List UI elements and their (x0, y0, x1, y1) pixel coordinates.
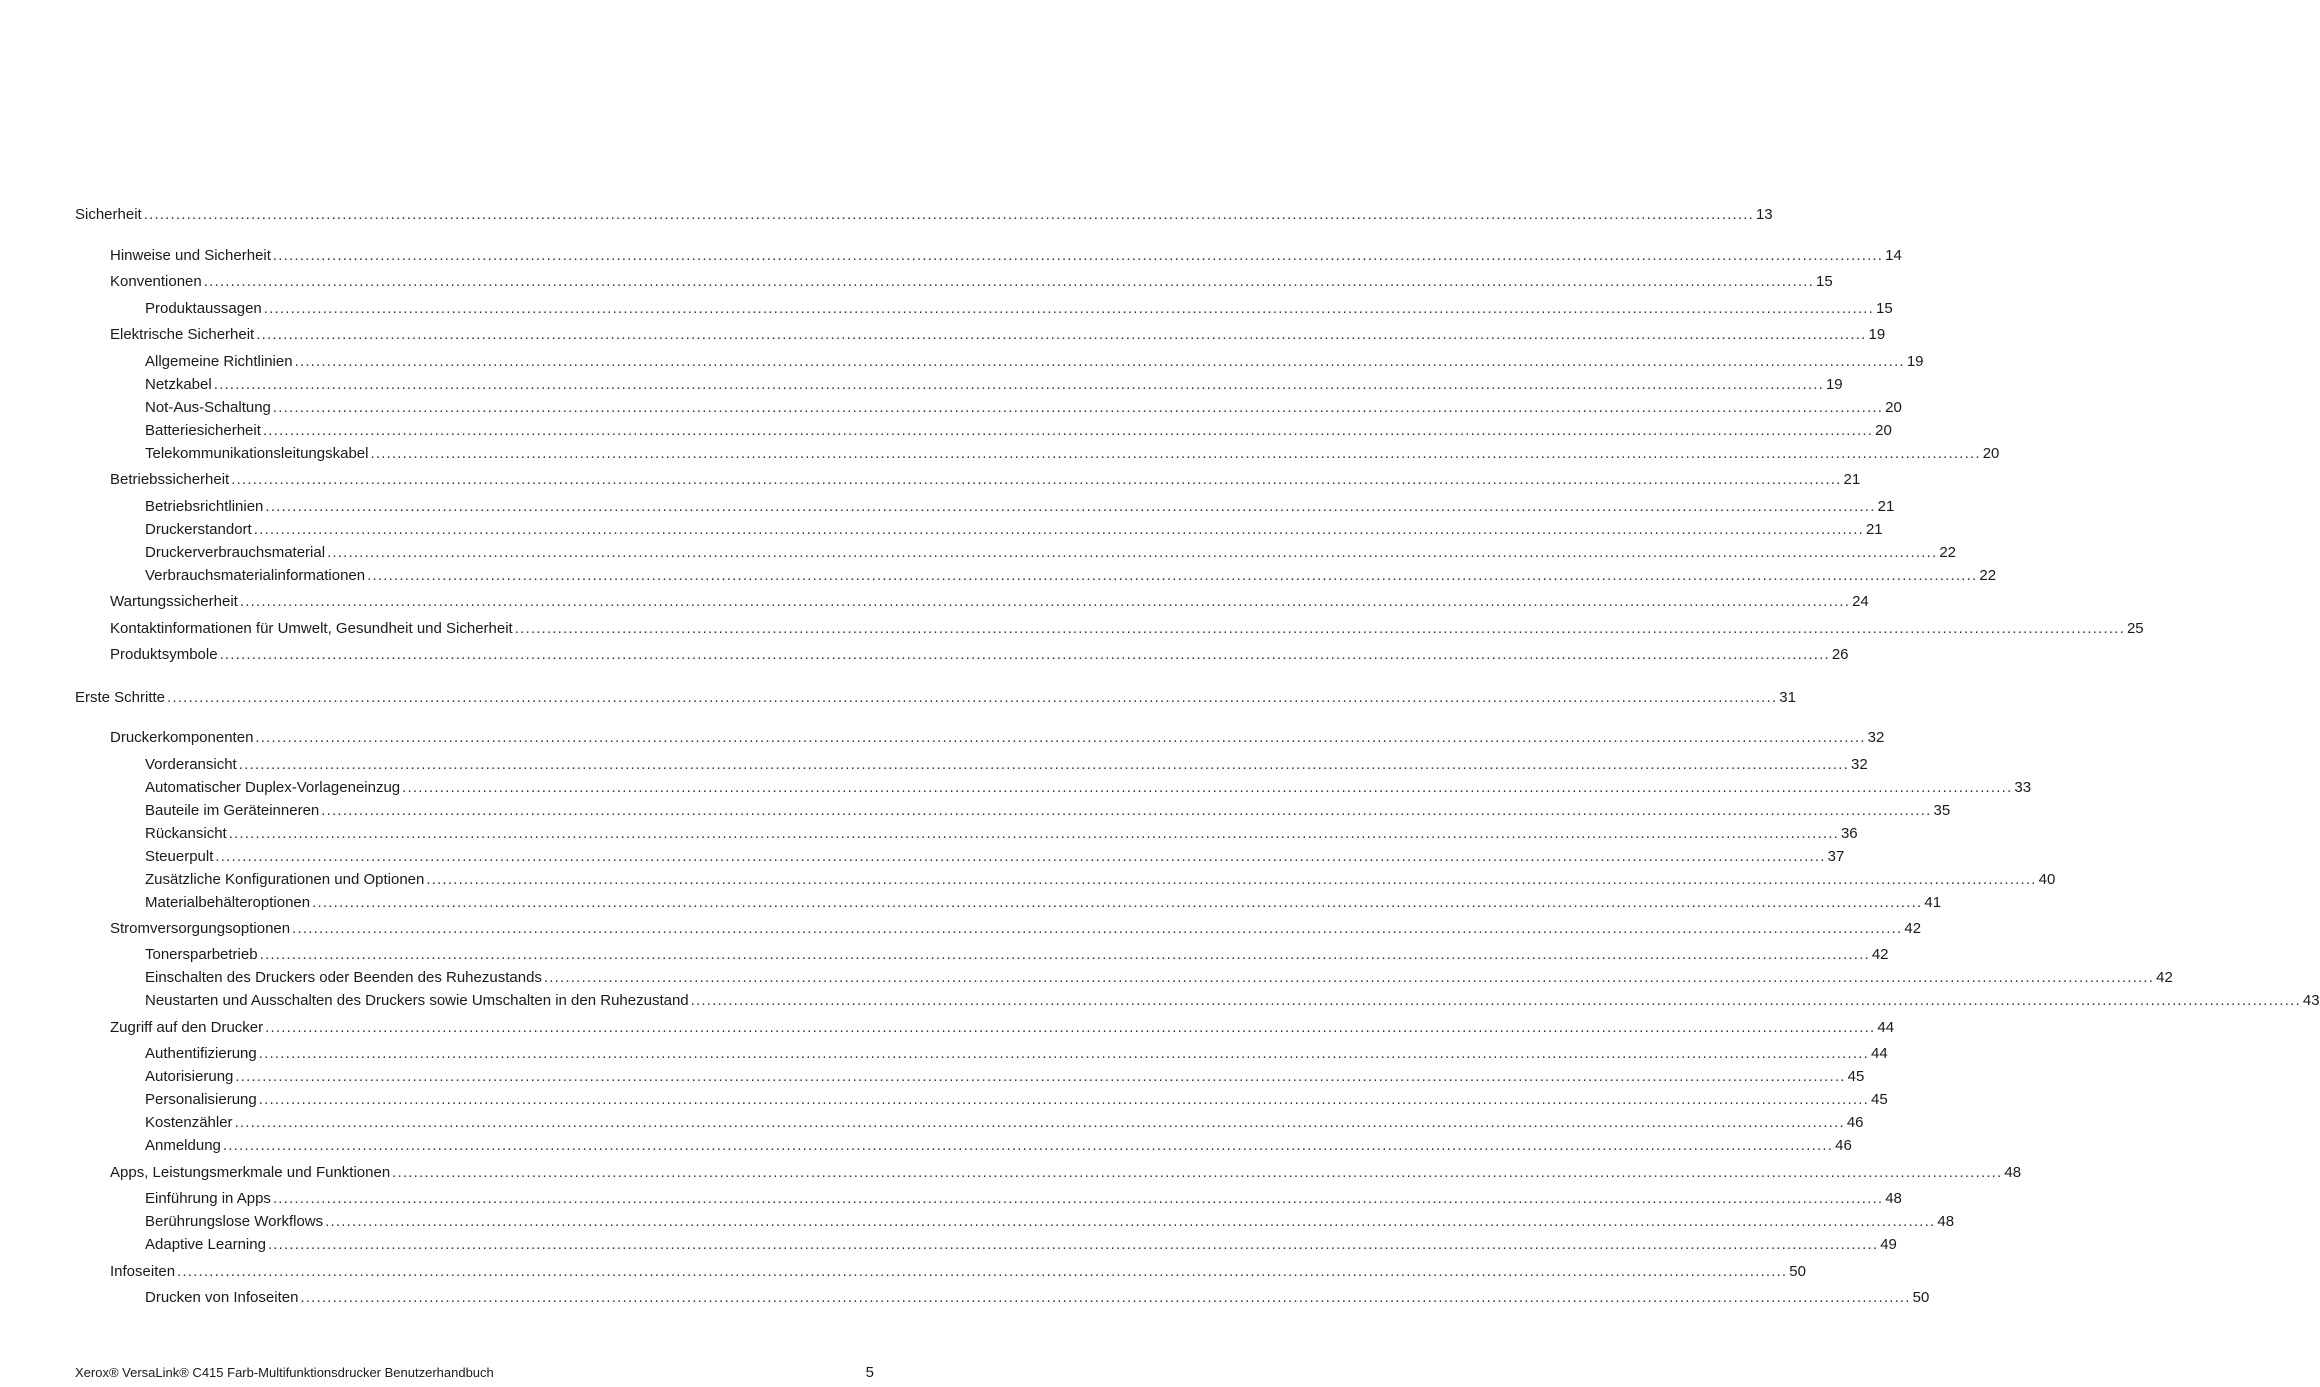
toc-entry-page: 22 (1939, 544, 1956, 561)
toc-entry-title: Wartungssicherheit (110, 593, 238, 610)
toc-entry-title: Allgemeine Richtlinien (145, 353, 293, 370)
toc-entry-title: Steuerpult (145, 848, 214, 865)
toc-entry[interactable] (145, 375, 1843, 395)
toc-entry[interactable] (110, 325, 1886, 345)
toc-entry-title: Zusätzliche Konfigurationen und Optionen (145, 871, 425, 888)
toc-dot-leader: ............................................................................................................................................................................................................................................................................................................ (256, 326, 1867, 343)
toc-dot-leader: ............................................................................................................................................................................................................................................................................................................ (215, 848, 1826, 865)
toc-entry-title: Produktsymbole (110, 646, 218, 663)
toc-entry-title: Autorisierung (145, 1068, 234, 1085)
toc-entry[interactable] (110, 592, 1869, 612)
toc-entry[interactable] (145, 421, 1892, 441)
toc-dot-leader: ............................................................................................................................................................................................................................................................................................................ (690, 992, 2301, 1009)
toc-entry[interactable] (145, 1235, 1897, 1255)
toc-dot-leader: ............................................................................................................................................................................................................................................................................................................ (177, 1263, 1788, 1280)
toc-dot-leader: ............................................................................................................................................................................................................................................................................................................ (259, 946, 1870, 963)
toc-dot-leader: ............................................................................................................................................................................................................................................................................................................ (272, 247, 1884, 264)
toc-entry-title: Verbrauchsmaterialinformationen (145, 567, 366, 584)
toc-entry[interactable] (145, 1136, 1852, 1156)
toc-dot-leader: ............................................................................................................................................................................................................................................................................................................ (203, 273, 1814, 290)
toc-entry-page: 31 (1779, 689, 1796, 706)
toc-entry[interactable] (110, 645, 1849, 665)
toc-dot-leader: ............................................................................................................................................................................................................................................................................................................ (514, 620, 2125, 637)
toc-entry-title: Kontaktinformationen für Umwelt, Gesundheit und Sicherheit (110, 620, 513, 637)
toc-entry-title: Bauteile im Geräteinneren (145, 802, 320, 819)
toc-dot-leader: ............................................................................................................................................................................................................................................................................................................ (222, 1137, 1834, 1154)
toc-entry[interactable] (110, 619, 2144, 639)
toc-entry-page: 32 (1850, 756, 1868, 773)
toc-entry-page: 40 (2038, 871, 2056, 888)
toc-entry-title: Drucken von Infoseiten (145, 1289, 299, 1306)
toc-dot-leader: ............................................................................................................................................................................................................................................................................................................ (255, 729, 1866, 746)
toc-dot-leader: ............................................................................................................................................................................................................................................................................................................ (370, 445, 1981, 462)
toc-entry-title: Telekommunikationsleitungskabel (145, 445, 369, 462)
toc-entry-page: 25 (2126, 620, 2144, 637)
footer-document-title: Xerox® VersaLink® C415 Farb-Multifunktionsdrucker Benutzerhandbuch (75, 1365, 494, 1380)
toc-entry[interactable] (145, 968, 2173, 988)
toc-entry-page: 46 (1846, 1114, 1864, 1131)
toc-dot-leader: ............................................................................................................................................................................................................................................................................................................ (325, 1213, 1936, 1230)
toc-entry-title: Sicherheit (75, 206, 142, 223)
toc-entry[interactable] (110, 728, 1885, 748)
toc-dot-leader: ............................................................................................................................................................................................................................................................................................................ (238, 756, 1849, 773)
toc-entry-title: Authentifizierung (145, 1045, 257, 1062)
toc-entry-title: Neustarten und Ausschalten des Druckers sowie Umschalten in den Ruhezustand (145, 992, 689, 1009)
toc-entry-page: 44 (1871, 1045, 1888, 1062)
toc-entry-page: 14 (1885, 247, 1902, 264)
toc-entry[interactable] (145, 299, 1893, 319)
toc-dot-leader: ............................................................................................................................................................................................................................................................................................................ (392, 1164, 2003, 1181)
toc-entry[interactable] (110, 1018, 1895, 1038)
toc-entry[interactable] (145, 566, 1997, 586)
toc-entry-page: 48 (2004, 1164, 2022, 1181)
toc-entry[interactable] (110, 246, 1902, 266)
toc-entry[interactable] (145, 893, 1942, 913)
toc-entry-page: 42 (1871, 946, 1889, 963)
toc-dot-leader: ............................................................................................................................................................................................................................................................................................................ (263, 300, 1874, 317)
toc-entry-page: 43 (2302, 992, 2320, 1009)
toc-entry[interactable] (75, 688, 1796, 708)
toc-entry-title: Vorderansicht (145, 756, 237, 773)
toc-entry-page: 37 (1827, 848, 1845, 865)
toc-dot-leader: ............................................................................................................................................................................................................................................................................................................ (321, 802, 1932, 819)
toc-entry-title: Zugriff auf den Drucker (110, 1019, 264, 1036)
toc-entry-page: 35 (1933, 802, 1951, 819)
toc-entry-title: Einführung in Apps (145, 1190, 271, 1207)
toc-entry[interactable] (110, 470, 1861, 490)
toc-entry[interactable] (145, 991, 2320, 1011)
toc-entry-page: 15 (1876, 300, 1893, 317)
toc-entry-page: 19 (1906, 353, 1924, 370)
toc-entry[interactable] (75, 205, 1773, 225)
toc-entry-title: Druckerstandort (145, 521, 252, 538)
toc-entry-page: 48 (1937, 1213, 1955, 1230)
toc-entry-page: 44 (1877, 1019, 1895, 1036)
toc-entry-title: Stromversorgungsoptionen (110, 920, 291, 937)
toc-entry-title: Netzkabel (145, 376, 212, 393)
toc-entry[interactable] (145, 847, 1845, 867)
toc-dot-leader: ............................................................................................................................................................................................................................................................................................................ (213, 376, 1824, 393)
toc-dot-leader: ............................................................................................................................................................................................................................................................................................................ (235, 1068, 1846, 1085)
page-footer (75, 1364, 874, 1382)
toc-entry-page: 50 (1912, 1289, 1930, 1306)
toc-entry-title: Einschalten des Druckers oder Beenden des Ruhezustands (145, 969, 542, 986)
toc-entry-page: 19 (1825, 376, 1843, 393)
toc-entry[interactable] (145, 1044, 1888, 1064)
toc-dot-leader: ............................................................................................................................................................................................................................................................................................................ (300, 1289, 1911, 1306)
toc-entry-title: Produktaussagen (145, 300, 262, 317)
toc-entry-title: Elektrische Sicherheit (110, 326, 255, 343)
toc-entry[interactable] (145, 543, 1956, 563)
toc-dot-leader: ............................................................................................................................................................................................................................................................................................................ (265, 1019, 1876, 1036)
toc-entry[interactable] (145, 444, 2000, 464)
toc-entry-title: Konventionen (110, 273, 202, 290)
toc-dot-leader: ............................................................................................................................................................................................................................................................................................................ (367, 567, 1978, 584)
toc-entry[interactable] (145, 1288, 1930, 1308)
toc-entry-title: Druckerkomponenten (110, 729, 254, 746)
toc-dot-leader: ............................................................................................................................................................................................................................................................................................................ (294, 353, 1905, 370)
toc-entry-page: 22 (1979, 567, 1997, 584)
toc-dot-leader: ............................................................................................................................................................................................................................................................................................................ (219, 646, 1830, 663)
toc-entry-page: 41 (1924, 894, 1942, 911)
toc-entry-title: Adaptive Learning (145, 1236, 266, 1253)
toc-entry[interactable] (145, 1090, 1888, 1110)
toc-entry-title: Kostenzähler (145, 1114, 233, 1131)
toc-entry[interactable] (145, 352, 1924, 372)
toc-dot-leader: ............................................................................................................................................................................................................................................................................................................ (239, 593, 1851, 610)
toc-entry[interactable] (145, 824, 1858, 844)
toc-entry-title: Druckerverbrauchsmaterial (145, 544, 326, 561)
toc-dot-leader: ............................................................................................................................................................................................................................................................................................................ (267, 1236, 1879, 1253)
toc-entry[interactable] (145, 870, 2056, 890)
toc-entry[interactable] (110, 1262, 1806, 1282)
toc-entry-page: 24 (1852, 593, 1869, 610)
toc-dot-leader: ............................................................................................................................................................................................................................................................................................................ (258, 1045, 1869, 1062)
toc-dot-leader: ............................................................................................................................................................................................................................................................................................................ (272, 399, 1884, 416)
toc-entry-page: 20 (1982, 445, 2000, 462)
toc-entry[interactable] (145, 497, 1895, 517)
toc-entry-title: Infoseiten (110, 1263, 176, 1280)
toc-entry-page: 46 (1835, 1137, 1852, 1154)
toc-dot-leader: ............................................................................................................................................................................................................................................................................................................ (402, 779, 2013, 796)
toc-dot-leader: ............................................................................................................................................................................................................................................................................................................ (312, 894, 1923, 911)
toc-dot-leader: ............................................................................................................................................................................................................................................................................................................ (167, 689, 1778, 706)
toc-entry[interactable] (145, 1113, 1864, 1133)
toc-entry-title: Automatischer Duplex-Vorlageneinzug (145, 779, 401, 796)
toc-dot-leader: ............................................................................................................................................................................................................................................................................................................ (292, 920, 1903, 937)
toc-entry-page: 45 (1870, 1091, 1888, 1108)
toc-entry-title: Personalisierung (145, 1091, 257, 1108)
toc-dot-leader: ............................................................................................................................................................................................................................................................................................................ (543, 969, 2155, 986)
toc-entry-title: Rückansicht (145, 825, 227, 842)
toc-entry-page: 26 (1831, 646, 1849, 663)
toc-dot-leader: ............................................................................................................................................................................................................................................................................................................ (231, 471, 1842, 488)
toc-entry-title: Berührungslose Workflows (145, 1213, 324, 1230)
toc-entry-page: 20 (1885, 399, 1902, 416)
toc-entry[interactable] (145, 1067, 1865, 1087)
toc-entry-page: 19 (1868, 326, 1886, 343)
toc-entry-title: Betriebsrichtlinien (145, 498, 264, 515)
toc-entry[interactable] (145, 520, 1883, 540)
toc-entry-title: Apps, Leistungsmerkmale und Funktionen (110, 1164, 391, 1181)
toc-dot-leader: ............................................................................................................................................................................................................................................................................................................ (253, 521, 1864, 538)
toc-dot-leader: ............................................................................................................................................................................................................................................................................................................ (272, 1190, 1884, 1207)
toc-entry-page: 42 (1904, 920, 1922, 937)
toc-entry[interactable] (145, 778, 2032, 798)
toc-entry[interactable] (145, 398, 1902, 418)
toc-entry-page: 21 (1865, 521, 1883, 538)
toc-entry-title: Not-Aus-Schaltung (145, 399, 271, 416)
toc-entry-page: 42 (2156, 969, 2173, 986)
toc-dot-leader: ............................................................................................................................................................................................................................................................................................................ (234, 1114, 1845, 1131)
toc-dot-leader: ............................................................................................................................................................................................................................................................................................................ (327, 544, 1938, 561)
toc-entry-page: 50 (1789, 1263, 1806, 1280)
toc-entry-page: 20 (1875, 422, 1892, 439)
toc-entry[interactable] (145, 1189, 1902, 1209)
toc-entry[interactable] (110, 272, 1833, 292)
toc-entry-page: 21 (1877, 498, 1895, 515)
toc-dot-leader: ............................................................................................................................................................................................................................................................................................................ (265, 498, 1876, 515)
toc-entry-page: 15 (1816, 273, 1833, 290)
toc-entry-page: 36 (1840, 825, 1858, 842)
toc-dot-leader: ............................................................................................................................................................................................................................................................................................................ (258, 1091, 1869, 1108)
toc-entry[interactable] (110, 919, 1922, 939)
footer-page-number: 5 (865, 1364, 874, 1381)
toc-entry-page: 48 (1885, 1190, 1902, 1207)
toc-entry-page: 13 (1755, 206, 1773, 223)
toc-entry-title: Erste Schritte (75, 689, 166, 706)
toc-entry-page: 45 (1847, 1068, 1865, 1085)
toc-entry-title: Hinweise und Sicherheit (110, 247, 271, 264)
toc-entry-title: Materialbehälteroptionen (145, 894, 311, 911)
toc-entry-title: Batteriesicherheit (145, 422, 261, 439)
toc-entry[interactable] (145, 755, 1868, 775)
toc-entry-title: Tonersparbetrieb (145, 946, 258, 963)
toc-dot-leader: ............................................................................................................................................................................................................................................................................................................ (426, 871, 2037, 888)
toc-dot-leader: ............................................................................................................................................................................................................................................................................................................ (228, 825, 1839, 842)
toc-entry[interactable] (145, 945, 1889, 965)
toc-entry-page: 33 (2014, 779, 2032, 796)
toc-entry-page: 21 (1843, 471, 1861, 488)
toc-entry[interactable] (145, 801, 1951, 821)
toc-entry-title: Anmeldung (145, 1137, 221, 1154)
toc-dot-leader: ............................................................................................................................................................................................................................................................................................................ (143, 206, 1754, 223)
toc-dot-leader: ............................................................................................................................................................................................................................................................................................................ (262, 422, 1874, 439)
toc-entry-page: 49 (1880, 1236, 1897, 1253)
toc-entry-title: Betriebssicherheit (110, 471, 230, 488)
toc-entry[interactable] (145, 1212, 1955, 1232)
toc-entry-page: 32 (1867, 729, 1885, 746)
toc-entry[interactable] (110, 1163, 2022, 1183)
